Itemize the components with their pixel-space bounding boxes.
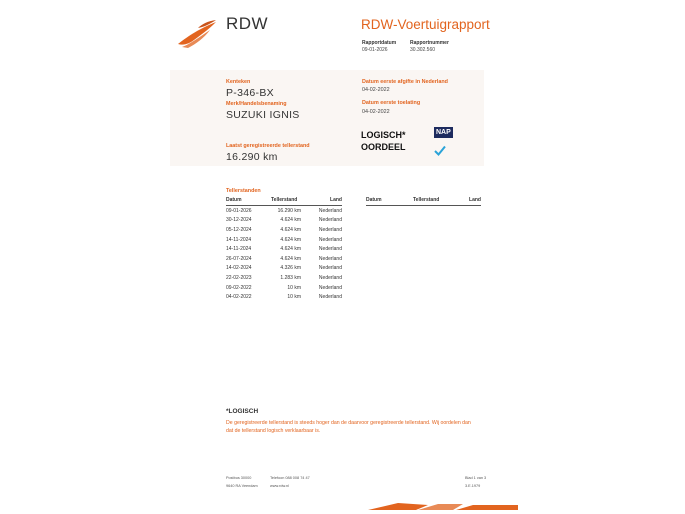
table-row — [226, 283, 342, 293]
note-line1: De geregistreerde tellerstand is steeds hoger dan de daarvoor geregistreerde tellerstand. Wij oordelen dan — [226, 420, 471, 426]
col-date: Datum — [226, 196, 271, 206]
first-admission-date: 04-02-2022 — [362, 109, 390, 115]
cell-country: Nederland — [318, 284, 342, 291]
cell-country: Nederland — [318, 274, 342, 281]
report-date-label: Rapportdatum — [362, 40, 397, 46]
cell-reading: 4.624 km — [280, 246, 301, 253]
col-reading: Tellerstand — [271, 196, 301, 206]
cell-country: Nederland — [318, 265, 342, 272]
table-row — [226, 273, 342, 283]
decorative-stripe-icon — [368, 503, 518, 510]
verdict-line2: OORDEEL — [361, 142, 406, 152]
col-country: Land — [443, 196, 481, 206]
nap-badge — [434, 127, 466, 139]
nap-label: NAP — [436, 129, 451, 136]
table-row — [226, 264, 342, 274]
footer-address: 9640 RA Veendam — [226, 484, 258, 488]
license-plate: P-346-BX — [226, 87, 274, 99]
footer-phone: Telefoon 088 008 74 47 — [270, 476, 310, 480]
cell-reading: 10 km — [287, 284, 301, 291]
col-reading: Tellerstand — [413, 196, 443, 206]
cell-reading: 16.290 km — [277, 207, 301, 214]
table-row — [226, 244, 342, 254]
cell-date: 26-07-2024 — [226, 255, 252, 262]
report-number: 30.302.560 — [410, 47, 436, 53]
footer-web[interactable]: www.rdw.nl — [270, 484, 289, 488]
footer-postbus: Postbus 30000 — [226, 476, 252, 480]
table-row — [226, 216, 342, 226]
cell-date: 22-02-2023 — [226, 274, 252, 281]
note-line2: dat de tellerstand logisch verklaarbaar is. — [226, 428, 321, 434]
odometer-value: 16.290 km — [226, 151, 278, 163]
first-nl-date: 04-02-2022 — [362, 87, 390, 93]
brand-name: RDW — [226, 14, 269, 33]
cell-reading: 4.624 km — [280, 226, 301, 233]
report-date: 09-01-2026 — [362, 47, 388, 53]
cell-country: Nederland — [318, 236, 342, 243]
note-title: *LOGISCH — [226, 408, 259, 415]
table-row — [226, 206, 342, 216]
cell-date: 14-02-2024 — [226, 265, 252, 272]
cell-date: 14-11-2024 — [226, 236, 252, 243]
cell-reading: 4.326 km — [280, 265, 301, 272]
table-row — [226, 235, 342, 245]
cell-country: Nederland — [318, 255, 342, 262]
cell-reading: 10 km — [287, 294, 301, 301]
report-number-label: Rapportnummer — [410, 40, 449, 46]
cell-country: Nederland — [318, 294, 342, 301]
cell-date: 09-02-2022 — [226, 284, 252, 291]
cell-reading: 1.283 km — [280, 274, 301, 281]
cell-reading: 4.624 km — [280, 255, 301, 262]
rdw-logo-icon — [176, 18, 220, 50]
col-country: Land — [301, 196, 342, 206]
odometer-table-title: Tellerstanden — [226, 188, 261, 194]
table-row — [226, 292, 342, 302]
first-admission-label: Datum eerste toelating — [362, 100, 421, 106]
cell-date: 09-01-2026 — [226, 207, 252, 214]
footer-code: 3.E.1979 — [465, 484, 481, 488]
footer-page: Blad 1 van 3 — [465, 476, 487, 480]
cell-date: 14-11-2024 — [226, 246, 252, 253]
cell-country: Nederland — [318, 246, 342, 253]
cell-country: Nederland — [318, 226, 342, 233]
col-date: Datum — [366, 196, 413, 206]
table-header-row — [226, 196, 342, 206]
odometer-table-left — [226, 196, 342, 302]
table-header-row — [366, 196, 481, 206]
verdict-line1: LOGISCH* — [361, 130, 406, 140]
odometer-table-right — [366, 196, 481, 206]
cell-reading: 4.624 km — [280, 236, 301, 243]
cell-reading: 4.624 km — [280, 217, 301, 224]
make-label: Merk/Handelsbenaming — [226, 101, 287, 107]
cell-date: 04-02-2022 — [226, 294, 252, 301]
cell-country: Nederland — [318, 217, 342, 224]
table-row — [226, 254, 342, 264]
cell-date: 30-12-2024 — [226, 217, 252, 224]
report-title: RDW-Voertuigrapport — [361, 17, 490, 32]
odometer-label: Laatst geregistreerde tellerstand — [226, 143, 310, 149]
plate-label: Kenteken — [226, 79, 251, 85]
first-nl-label: Datum eerste afgifte in Nederland — [362, 79, 448, 85]
table-row — [226, 225, 342, 235]
cell-country: Nederland — [318, 207, 342, 214]
vehicle-make: SUZUKI IGNIS — [226, 109, 300, 121]
checkmark-icon — [434, 145, 446, 156]
cell-date: 05-12-2024 — [226, 226, 252, 233]
